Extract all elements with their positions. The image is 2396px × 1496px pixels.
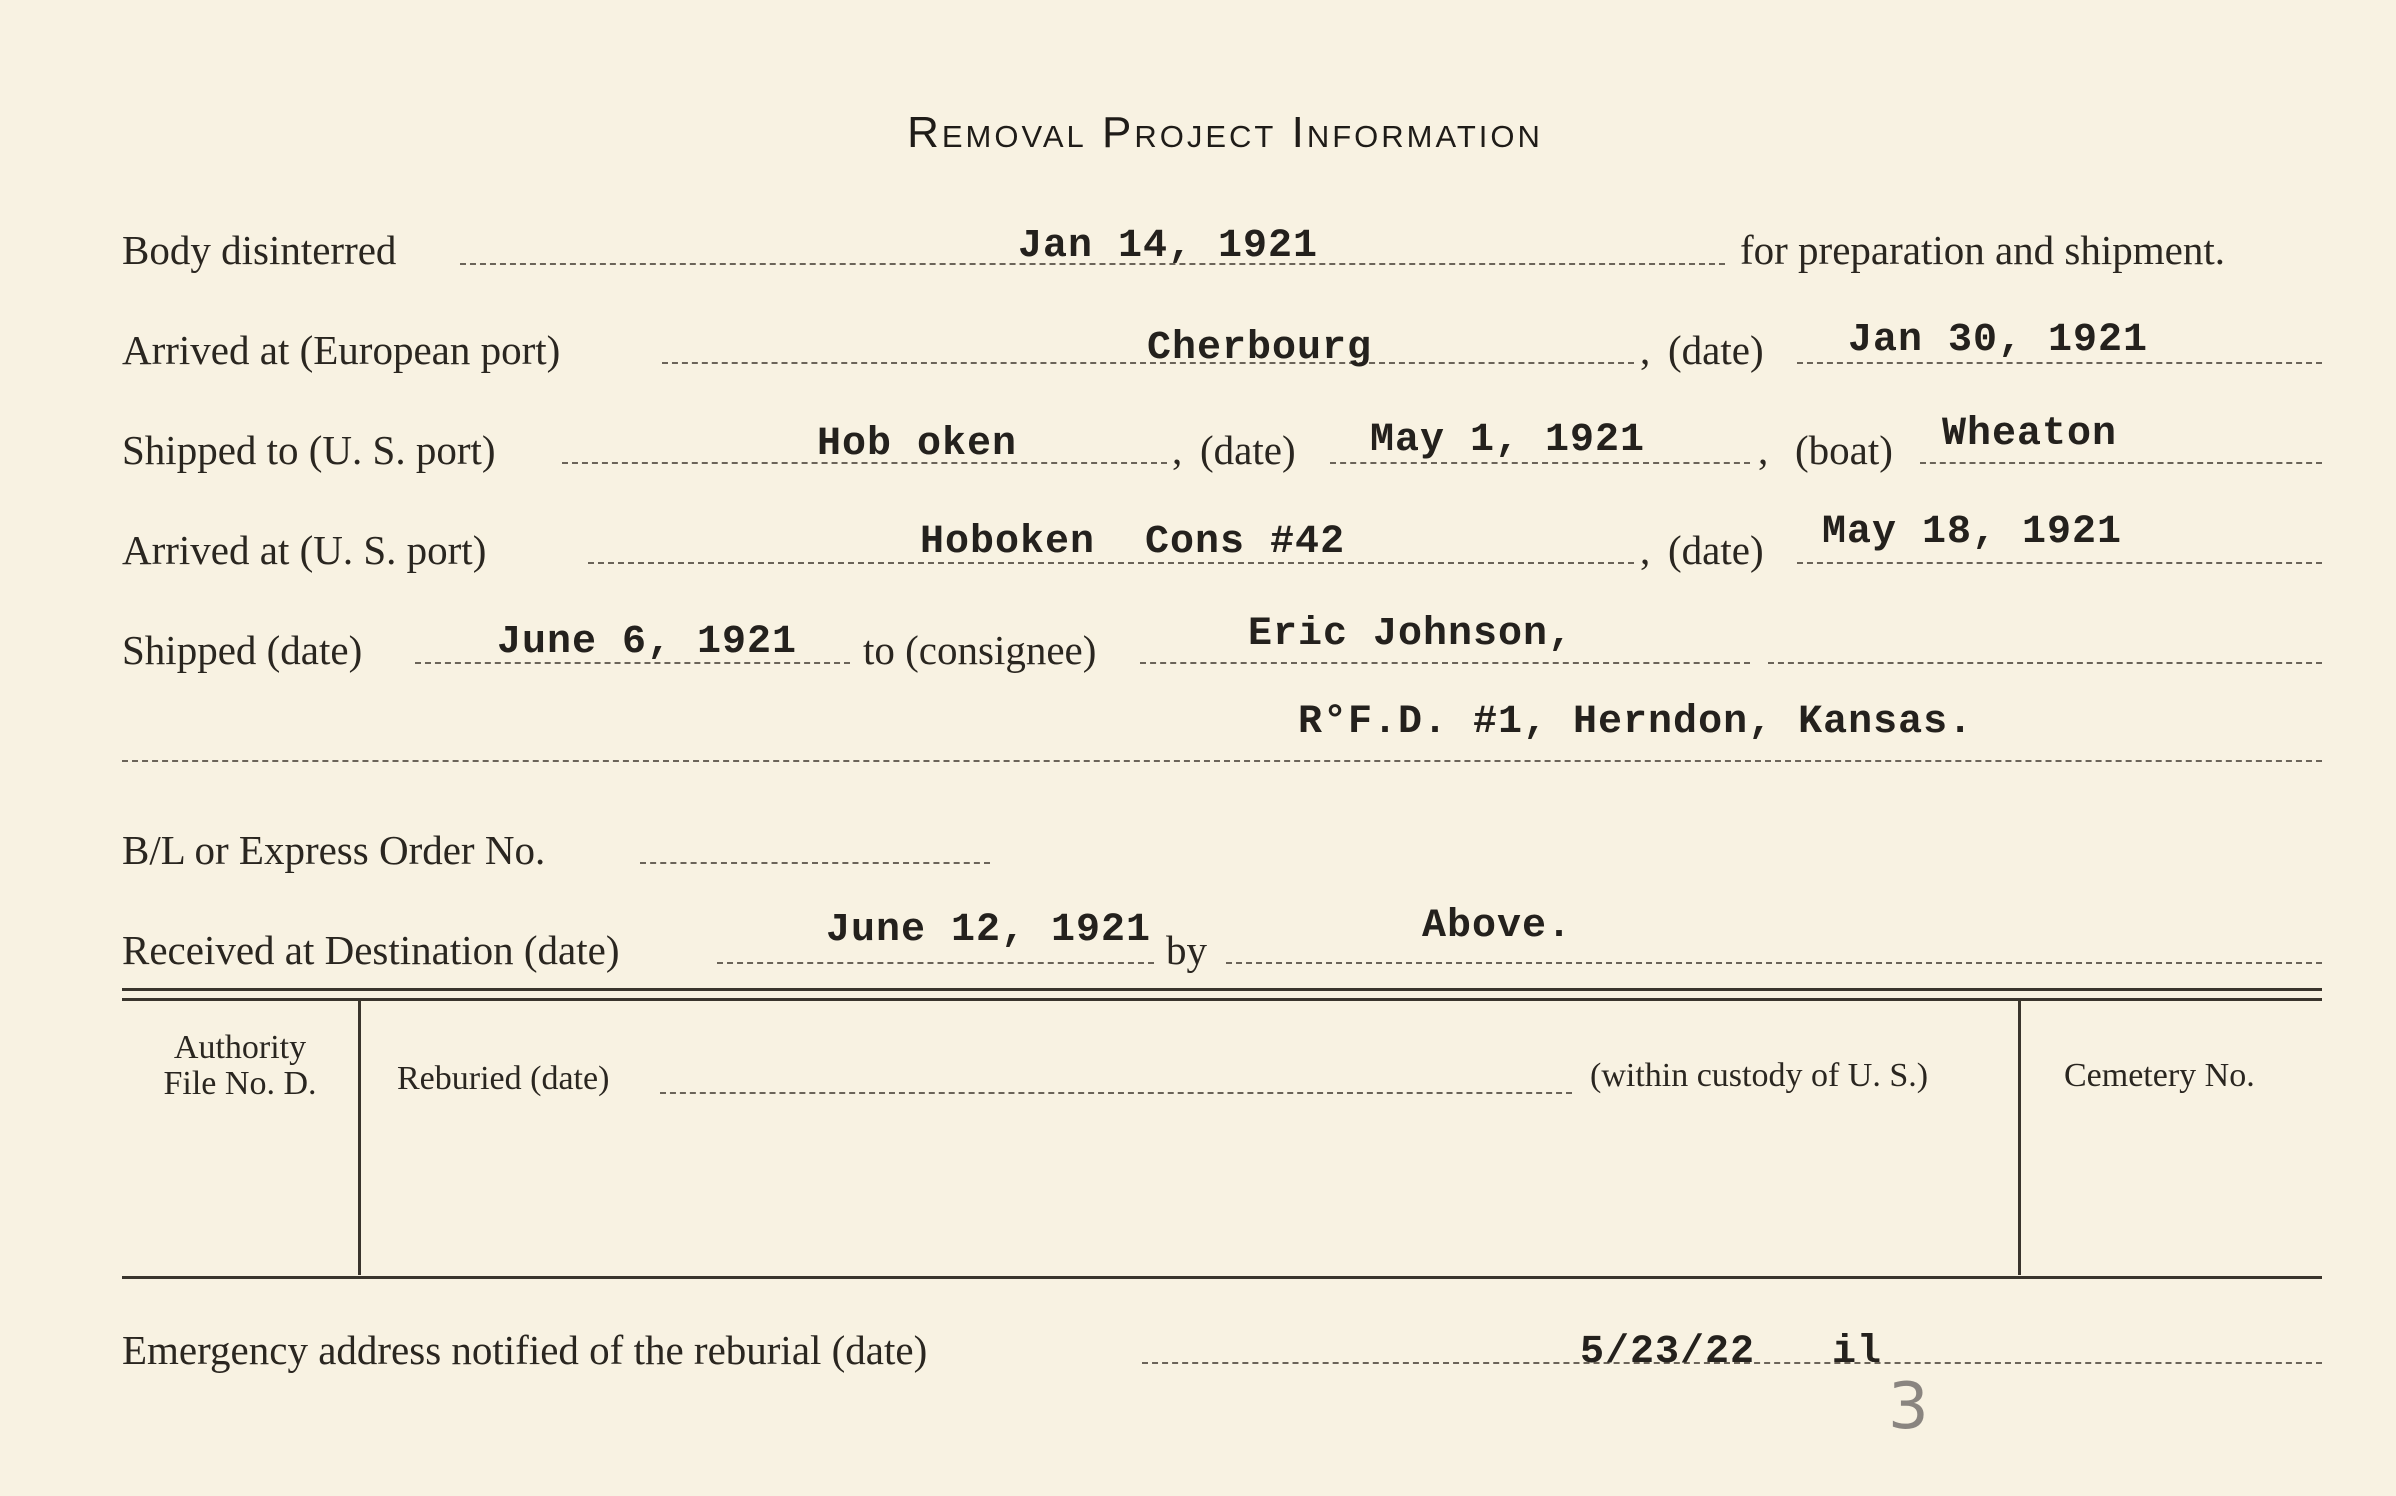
body-disinterred-label: Body disinterred (122, 227, 397, 273)
shipped-us-port-value: Hob oken (817, 422, 1018, 467)
by-label: by (1166, 927, 1207, 973)
dotted-line (122, 760, 2322, 762)
dotted-line (717, 962, 1154, 964)
custody-label: (within custody of U. S.) (1590, 1057, 1929, 1094)
shipped-date-value: June 6, 1921 (497, 620, 798, 665)
european-date-value: Jan 30, 1921 (1848, 318, 2149, 363)
pencil-mark: 3 (1888, 1370, 1929, 1444)
european-port-value: Cherbourg (1147, 326, 1373, 371)
shipped-us-date-label: (date) (1200, 427, 1296, 473)
consignee-name-value: Eric Johnson, (1248, 612, 1574, 657)
column-divider (2018, 1001, 2021, 1275)
dotted-line (660, 1092, 1572, 1094)
box-bottom-rule (122, 1276, 2322, 1279)
arrived-us-date-value: May 18, 1921 (1822, 510, 2123, 555)
dotted-line (1226, 962, 2322, 964)
authority-cell (122, 1030, 358, 1102)
arrived-european-label: Arrived at (European port) (122, 327, 561, 373)
file-no-label: File No. D. (163, 1065, 317, 1102)
dotted-line (640, 862, 990, 864)
shipped-us-date-value: May 1, 1921 (1370, 418, 1646, 463)
dotted-line (1797, 562, 2322, 564)
reburied-label: Reburied (date) (397, 1060, 610, 1097)
dotted-line (1920, 462, 2322, 464)
european-date-label: (date) (1668, 327, 1764, 373)
double-rule-top (122, 988, 2322, 991)
disinterred-date-value: Jan 14, 1921 (1018, 224, 1319, 269)
emergency-initials-value: il (1832, 1330, 1883, 1375)
received-label: Received at Destination (date) (122, 927, 620, 973)
boat-label: (boat) (1795, 427, 1893, 473)
consignee-address-value: R°F.D. #1, Herndon, Kansas. (1298, 700, 1974, 745)
emergency-date-value: 5/23/22 (1580, 1330, 1756, 1375)
dotted-line (1768, 662, 2322, 664)
dotted-line (1140, 662, 1750, 664)
cemetery-label: Cemetery No. (2064, 1057, 2255, 1094)
emergency-label: Emergency address notified of the reburial (date) (122, 1327, 928, 1373)
record-card: Removal Project Information Body disinterred Jan 14, 1921 for preparation and shipment. Arrived at (European port) Cherbourg , (date) Jan 30, 1921 Shipped to (U. S. port) Hob oken , (date) May 1, 1921 , (boat) Wheaton Arrived at (U. S. port) Hoboken Cons #42 , (date) May 18, 1921 Shipped (date) June 6, 1921 to (consignee) Eric Johnson, R°F.D. #1, Herndon, Kansas. B/L or Express Order No. Received at Destination (date) June 12, 1921 by Above. Authority File No. D. Reburied (date) (within custody of U. S.) Cemetery No. Emergency address notified of the reburial (date) 5/23/22 il 3 (0, 0, 2396, 1496)
shipped-date-label: Shipped (date) (122, 627, 363, 673)
authority-label: Authority (173, 1029, 307, 1066)
arrived-us-label: Arrived at (U. S. port) (122, 527, 487, 573)
column-divider (358, 1001, 361, 1275)
received-by-value: Above. (1422, 904, 1573, 949)
received-date-value: June 12, 1921 (826, 908, 1152, 953)
arrived-us-port-value: Hoboken Cons #42 (920, 520, 1346, 565)
for-preparation-label: for preparation and shipment. (1740, 227, 2226, 273)
double-rule-bottom (122, 998, 2322, 1001)
boat-value: Wheaton (1942, 412, 2118, 457)
shipped-us-label: Shipped to (U. S. port) (122, 427, 496, 473)
bl-label: B/L or Express Order No. (122, 827, 546, 873)
consignee-label: to (consignee) (863, 627, 1097, 673)
arrived-us-date-label: (date) (1668, 527, 1764, 573)
form-title: Removal Project Information (907, 108, 1543, 157)
